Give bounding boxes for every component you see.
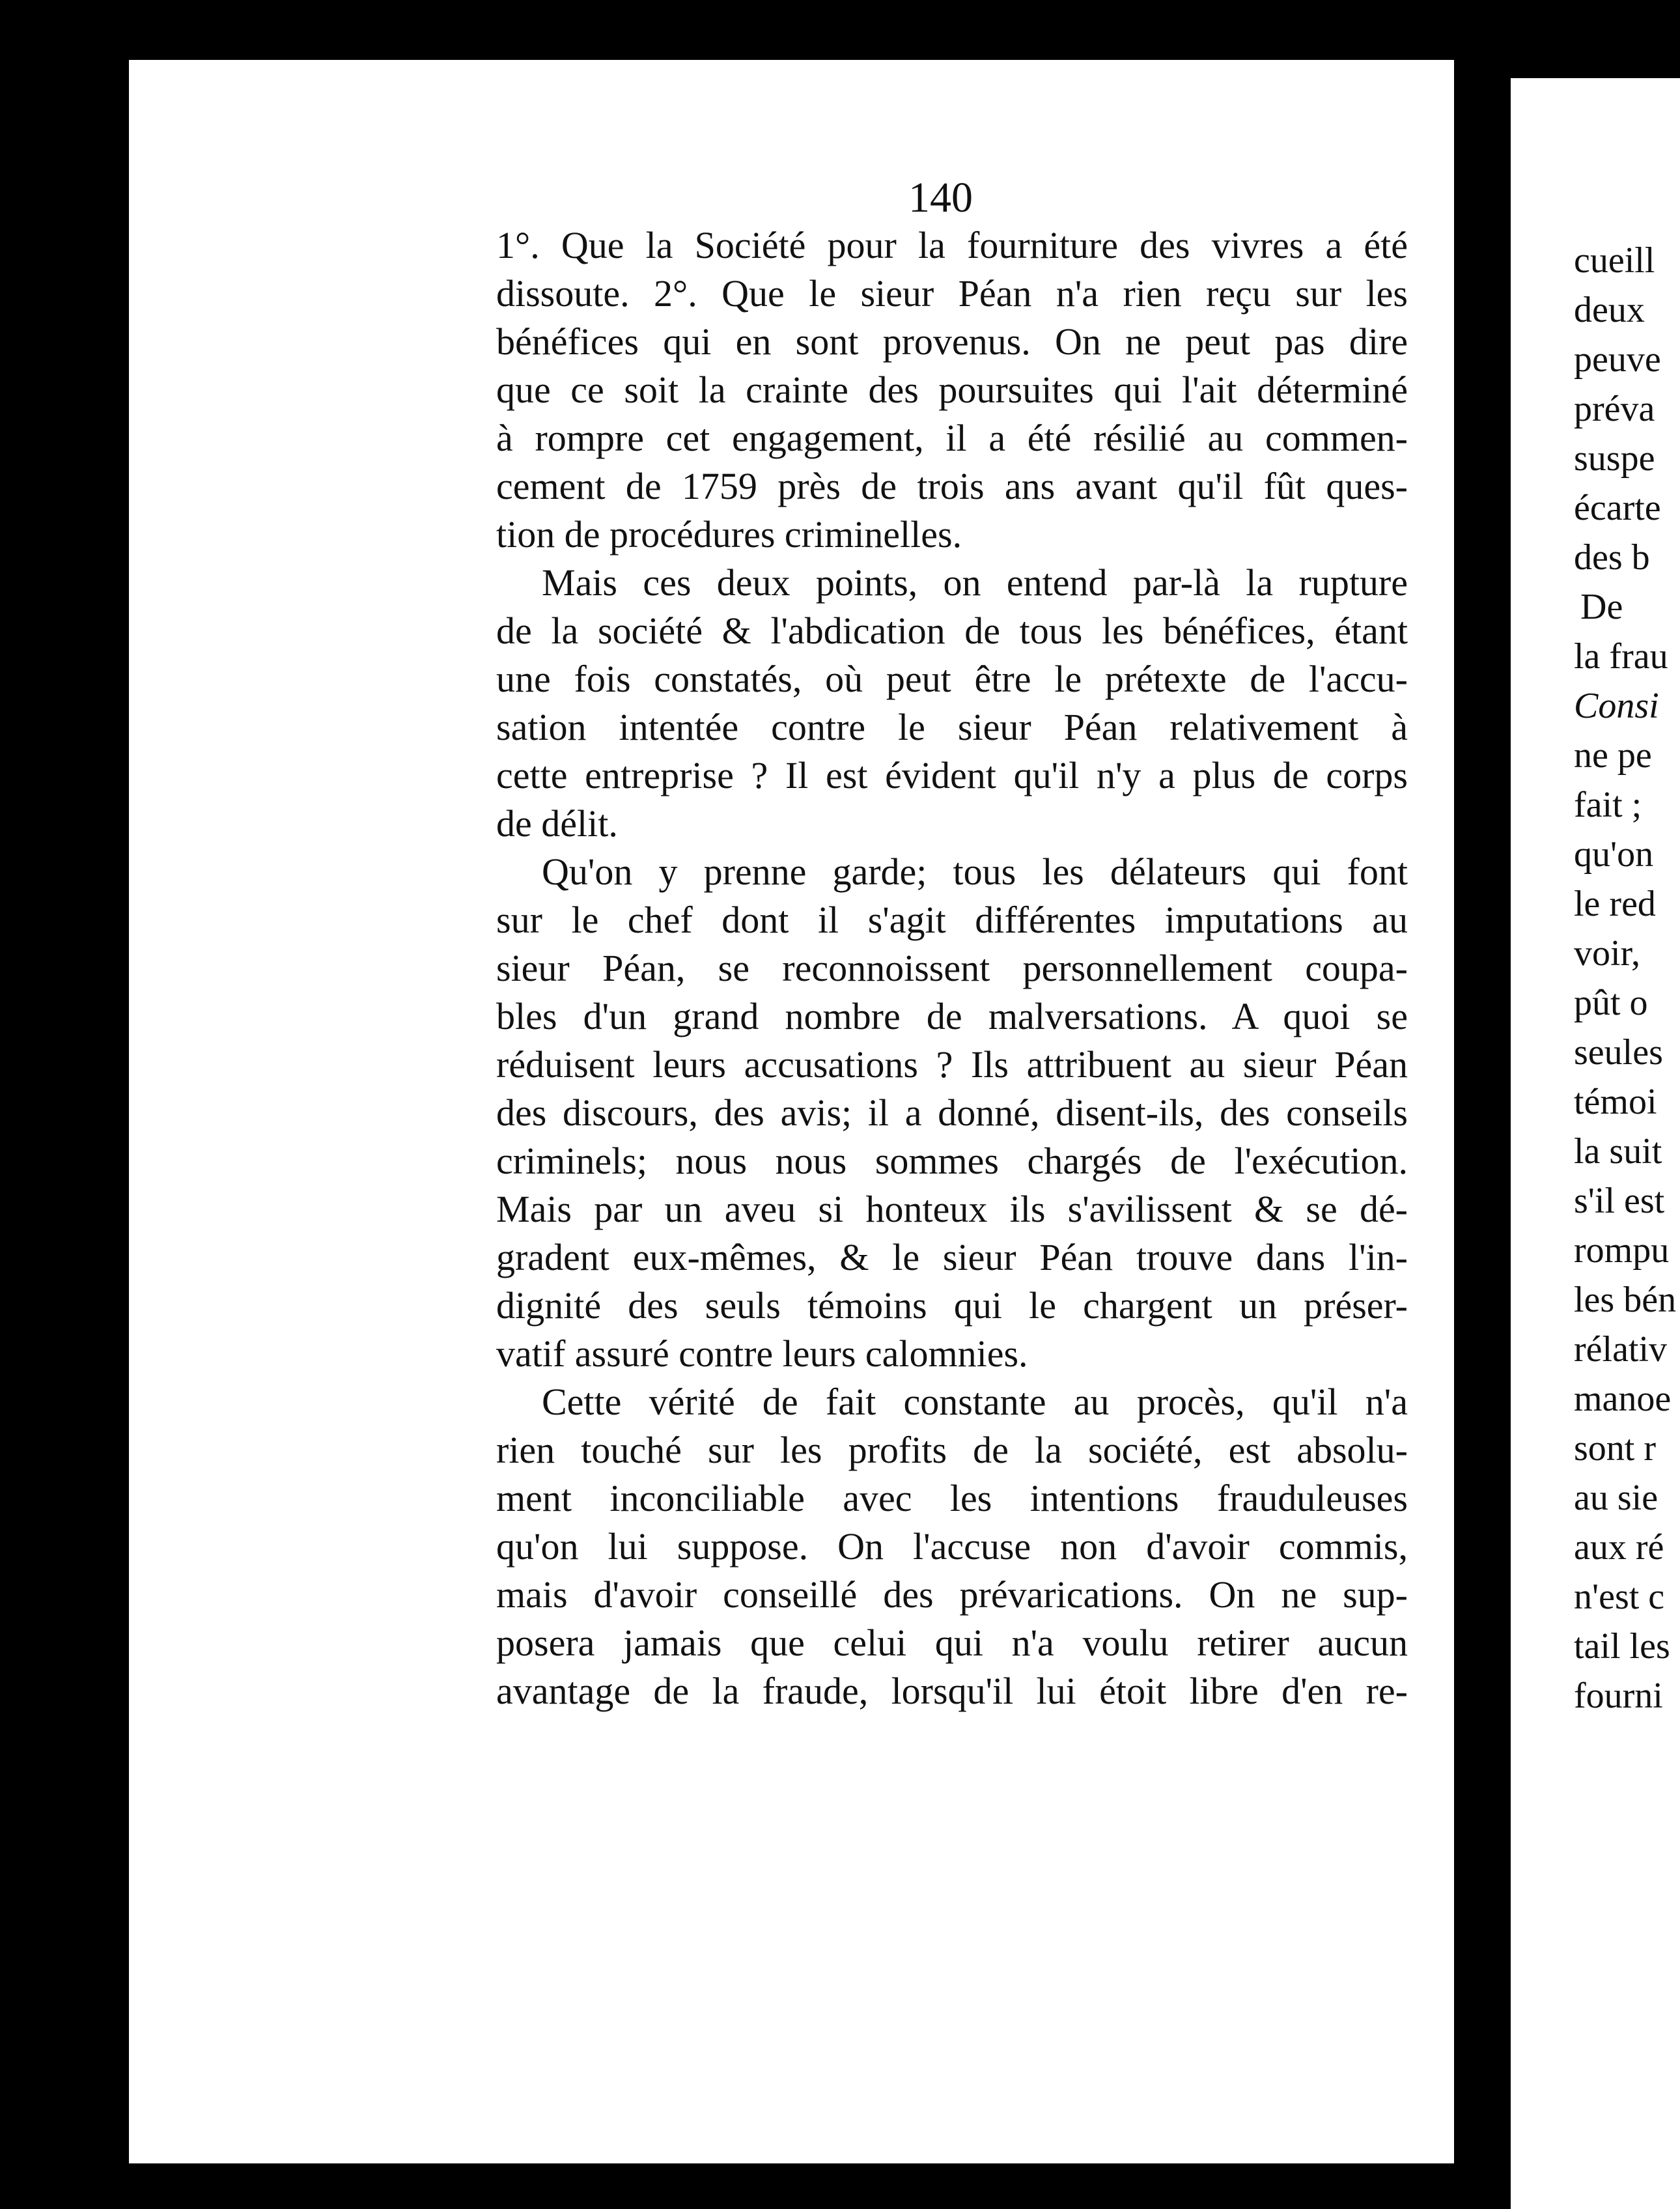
text-line: avantage de la fraude, lorsqu'il lui étoit libre d'en re-: [496, 1670, 1408, 1712]
text-line: bles d'un grand nombre de malversations. A quoi se: [496, 995, 1408, 1037]
text-line: dissoute. 2°. Que le sieur Péan n'a rien reçu sur les: [496, 272, 1408, 315]
text-line: criminels; nous nous sommes chargés de l'exécution.: [496, 1140, 1408, 1182]
text-line: le red: [1574, 884, 1656, 924]
text-line: qu'on: [1574, 834, 1654, 875]
text-line: fourni: [1574, 1676, 1663, 1716]
text-line: la frau: [1574, 636, 1668, 677]
text-line: Mais ces deux points, on entend par-là la rupture: [542, 561, 1408, 604]
text-line: gradent eux-mêmes, & le sieur Péan trouve dans l'in-: [496, 1236, 1408, 1278]
text-line: Qu'on y prenne garde; tous les délateurs qui font: [542, 851, 1408, 893]
left-page-text: [496, 221, 1408, 1715]
text-line: fait ;: [1574, 785, 1642, 825]
text-line: cette entreprise ? Il est évident qu'il n'y a plus de corps: [496, 754, 1408, 796]
text-line: ment inconciliable avec les intentions frauduleuses: [496, 1477, 1408, 1519]
text-line: préva: [1574, 389, 1655, 429]
text-line: posera jamais que celui qui n'a voulu retirer aucun: [496, 1622, 1408, 1664]
right-page-text: [1574, 236, 1676, 1721]
text-line: qu'on lui suppose. On l'accuse non d'avoir commis,: [496, 1525, 1408, 1568]
text-line: sont r: [1574, 1428, 1656, 1469]
text-line: réduisent leurs accusations ? Ils attribuent au sieur Péan: [496, 1043, 1408, 1086]
text-line: que ce soit la crainte des poursuites qui l'ait déterminé: [496, 369, 1408, 411]
text-line: cement de 1759 près de trois ans avant qu'il fût ques-: [496, 465, 1408, 507]
text-line: tion de procédures criminelles.: [496, 513, 962, 556]
text-line: vatif assuré contre leurs calomnies.: [496, 1332, 1028, 1375]
text-line: témoi: [1574, 1082, 1657, 1122]
text-line: rélativ: [1574, 1329, 1668, 1370]
text-line: bénéfices qui en sont provenus. On ne peut pas dire: [496, 320, 1408, 363]
text-line: les bén: [1574, 1280, 1677, 1320]
text-line: cueill: [1574, 240, 1655, 281]
text-line: suspe: [1574, 438, 1655, 479]
text-line: sation intentée contre le sieur Péan relativement à: [496, 706, 1408, 748]
text-line: Consi: [1574, 686, 1659, 726]
text-line: une fois constatés, où peut être le prétexte de l'accu-: [496, 658, 1408, 700]
text-line: mais d'avoir conseillé des prévarications. On ne sup-: [496, 1573, 1408, 1616]
text-line: au sie: [1574, 1478, 1659, 1518]
text-line: à rompre cet engagement, il a été résilié au commen-: [496, 417, 1408, 459]
text-line: deux: [1574, 290, 1645, 330]
text-line: de la société & l'abdication de tous les bénéfices, étant: [496, 610, 1408, 652]
text-line: aux ré: [1574, 1527, 1664, 1568]
text-line: tail les: [1574, 1626, 1670, 1667]
text-line: sur le chef dont il s'agit différentes imputations au: [496, 899, 1408, 941]
text-line: rien touché sur les profits de la société, est absolu-: [496, 1429, 1408, 1471]
text-line: pût o: [1574, 983, 1648, 1023]
text-line: Cette vérité de fait constante au procès, qu'il n'a: [542, 1381, 1408, 1423]
text-line: ne pe: [1574, 735, 1652, 776]
text-line: Mais par un aveu si honteux ils s'avilissent & se dé-: [496, 1188, 1408, 1230]
text-line: s'il est: [1574, 1181, 1665, 1221]
text-line: seules: [1574, 1032, 1663, 1073]
text-line: écarte: [1574, 488, 1661, 528]
text-line: des discours, des avis; il a donné, disent-ils, des conseils: [496, 1091, 1408, 1134]
text-line: peuve: [1574, 339, 1661, 380]
text-line: n'est c: [1574, 1577, 1665, 1617]
text-line: voir,: [1574, 933, 1640, 974]
text-line: dignité des seuls témoins qui le chargent un préser-: [496, 1284, 1408, 1327]
text-line: la suit: [1574, 1131, 1662, 1172]
text-line: 1°. Que la Société pour la fourniture des vivres a été: [496, 224, 1408, 266]
text-line: des b: [1574, 537, 1650, 578]
text-line: rompu: [1574, 1230, 1670, 1271]
text-line: sieur Péan, se reconnoissent personnellement coupa-: [496, 947, 1408, 989]
text-line: De: [1580, 587, 1623, 627]
text-line: de délit.: [496, 802, 618, 845]
text-line: manoe: [1574, 1379, 1672, 1419]
page-number: 140: [908, 174, 973, 221]
